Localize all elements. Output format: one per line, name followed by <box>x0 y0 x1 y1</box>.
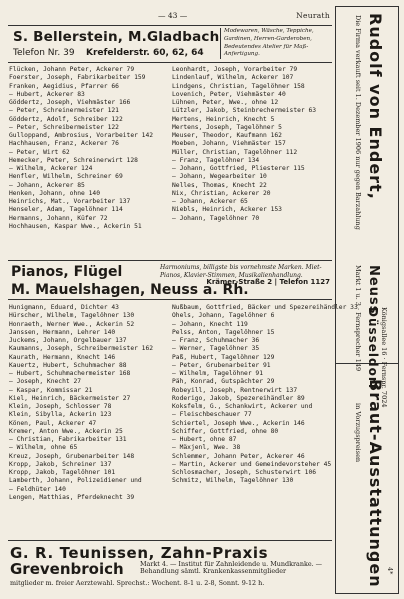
resident-entry: Klein, Sibylla, Ackerin 123 <box>9 411 112 419</box>
resident-entry: Roderigo, Jakob, Spezereihändler 89 <box>172 394 305 402</box>
resident-entry: — Wilhelm, ohne 65 <box>9 444 78 452</box>
resident-entry: Kaurath, Hermann, Knecht 146 <box>9 353 116 361</box>
ad-teunissen <box>8 540 332 590</box>
resident-entry: Kropp, Jakob, Schreiner 137 <box>9 460 112 468</box>
page-number: — 43 — <box>158 11 188 20</box>
resident-entry: — Johann, Wegearbeiter 10 <box>172 173 267 181</box>
ad-mauelshagen-company: M. Mauelshagen, Neuss a. Rh. <box>11 282 249 298</box>
resident-entry: Kaumanns, Joseph, Schreibermeister 162 <box>9 345 154 353</box>
resident-entry: Lützler, Jakob, Steinbrechermeister 63 <box>172 107 317 115</box>
sidebar-rudolf: Rudolf von Endert, <box>366 13 385 200</box>
resident-entry: — Franz, Tagelöhner 134 <box>172 156 260 164</box>
resident-entry: Schiffer, Gottfried, ohne 80 <box>172 427 279 435</box>
ad-mauelshagen-title: Pianos, Flügel <box>11 264 123 280</box>
resident-entry: Hochhausen, Kaspar Wwe., Ackerin 51 <box>9 222 142 230</box>
resident-entry: — Franz, Schuhmacher 36 <box>172 337 260 344</box>
resident-entry: Lühnen, Peter, Wwe., ohne 12 <box>172 99 279 106</box>
resident-entry: Flücken, Johann Peter, Ackerer 79 <box>9 66 135 73</box>
resident-entry: Müller, Christian, Tagelöhner 112 <box>172 148 298 156</box>
residents-column-left-1 <box>9 66 153 231</box>
resident-entry: Schlemmer, Johann Peter, Ackerer 46 <box>172 452 305 460</box>
resident-entry: Meuser, Theodor, Kaufmann 162 <box>172 132 282 139</box>
resident-entry: — Christian, Fabrikarbeiter 131 <box>9 436 127 443</box>
resident-entry: Lovenich, Peter, Viehmäster 40 <box>172 90 286 98</box>
sidebar-neuss: Neuss <box>366 265 381 315</box>
resident-entry: Janssen, Hermann, Lehrer 140 <box>9 328 116 336</box>
resident-entry: Franken, Aegidius, Pfarrer 66 <box>9 82 119 90</box>
page-header <box>8 11 330 23</box>
resident-entry: Mertens, Joseph, Tagelöhner 5 <box>172 123 282 131</box>
resident-entry: — Fleischbeschauer 77 <box>172 411 252 419</box>
ad-teunissen-city: Grevenbroich <box>10 560 124 578</box>
ad-bellerstein-name: S. Bellerstein, M.Gladbach <box>13 29 220 45</box>
resident-entry: — Johann, Knecht 119 <box>172 320 248 328</box>
resident-entry: Niebls, Heinrich, Ackerer 153 <box>172 206 282 214</box>
resident-entry: Kiel, Heinrich, Bäckermeister 27 <box>9 394 131 402</box>
sidebar-rudolf-sub: Die Firma verkauft seit 1. Dezember 1906 nur gegen Barzahlung <box>354 15 362 230</box>
sidebar-duesseldorf-sub: Königsallee 16 · Fernspr. 7024 <box>380 307 388 408</box>
resident-entry: Kreuz, Joseph, Grubenarbeiter 148 <box>9 452 135 460</box>
resident-entry: Kropp, Jakob, Tagelöhner 101 <box>9 469 116 476</box>
sidebar-page-mark: 4* <box>386 567 394 575</box>
ad-bellerstein-description: Modewaren, Wäsche, Teppiche, Gardinen, Herren-Garderoben, Bedeutendes Atelier für Maß-Anfertigung. <box>220 28 332 59</box>
resident-entry: Mertens, Heinrich, Knecht 5 <box>172 115 275 123</box>
resident-entry: — Peter, Wirt 62 <box>9 148 70 156</box>
resident-entry: Paß, Hubert, Tagelöhner 129 <box>172 353 275 361</box>
ad-bellerstein-tel: Telefon Nr. 39 <box>13 48 75 58</box>
ad-mauelshagen <box>8 260 332 300</box>
resident-entry: — Peter, Grubenarbeiter 91 <box>172 361 271 369</box>
resident-entry: Hermanns, Johann, Küfer 72 <box>9 214 108 222</box>
ad-bellerstein-address: Krefelderstr. 60, 62, 64 <box>86 48 204 58</box>
resident-entry: Nußbaum, Gottfried, Bäcker und Spezereihändler 33 <box>172 304 358 311</box>
sidebar-duesseldorf: Düsseldorf <box>366 307 380 391</box>
residents-column-right-1 <box>172 66 316 223</box>
resident-entry: Schiertel, Joseph Wwe., Ackerin 146 <box>172 419 305 427</box>
resident-entry: — Johann, Tagelöhner 70 <box>172 214 260 222</box>
resident-entry: Hunigmann, Eduard, Dichter 43 <box>9 304 119 311</box>
resident-entry: Hachhausen, Franz, Ackerer 76 <box>9 140 119 148</box>
resident-entry: Gulloppand, Ambrosius, Vorarbeiter 142 <box>9 132 154 139</box>
ad-bellerstein <box>8 25 332 63</box>
resident-entry: Lengen, Matthias, Pferdeknecht 39 <box>9 493 135 501</box>
resident-entry: Koksfelm, G., Schankwirt, Ackerer und <box>172 403 313 410</box>
resident-entry: Moeben, Johann, Viehmäster 157 <box>172 140 286 148</box>
resident-entry: Ohels, Johann, Tagelöhner 6 <box>172 312 275 320</box>
residents-column-right-2 <box>172 304 358 486</box>
resident-entry: Kauertz, Hubert, Schuhmacher 88 <box>9 361 127 369</box>
resident-entry: Kremer, Anton Wwe., Ackerin 25 <box>9 427 123 435</box>
ad-mauelshagen-description: Harmoniums, billigste bis vornehmste Marken. Miet-Pianos, Klavier-Stimmen, Musikalienhandlung. <box>160 264 322 279</box>
resident-entry: — Peter, Schreinermeister 121 <box>9 107 119 115</box>
sidebar-neuss-sub: Markt 1 u. 3 · Fernsprecher 149 <box>354 265 362 372</box>
residents-column-left-2 <box>9 304 153 502</box>
resident-entry: — Wilhelm, Ackerer 124 <box>9 165 93 172</box>
resident-entry: Juckems, Johann, Orgelbauer 137 <box>9 337 127 344</box>
resident-entry: — Werner, Tagelöhner 35 <box>172 345 260 353</box>
resident-entry: Schlosmacher, Joseph, Schusterwirt 106 <box>172 469 317 476</box>
resident-entry: Henseler, Adam, Tagelöhner 114 <box>9 206 123 214</box>
resident-entry: Leonhardt, Joseph, Vorarbeiter 79 <box>172 66 298 73</box>
resident-entry: Göddertz, Joseph, Viehmäster 166 <box>9 99 131 106</box>
resident-entry: Henken, Johann, ohne 140 <box>9 189 100 197</box>
resident-entry: — Johann, Ackerer 65 <box>172 198 248 205</box>
resident-entry: — Johann, Ackerer 85 <box>9 181 85 189</box>
resident-entry: Klein, Joseph, Schlosser 78 <box>9 403 112 410</box>
resident-entry: — Peter, Schreibermeister 122 <box>9 123 119 131</box>
resident-entry: Göddertz, Adolf, Schreiber 122 <box>9 115 123 123</box>
resident-entry: Nelles, Thomas, Knecht 22 <box>172 181 267 189</box>
resident-entry: Lindenlauf, Wilhelm, Ackerer 107 <box>172 74 294 82</box>
resident-entry: Nix, Christian, Ackerer 20 <box>172 189 271 197</box>
resident-entry: Lindgens, Christian, Tagelöhner 158 <box>172 82 305 90</box>
resident-entry: Henfler, Wilhelm, Schreiner 69 <box>9 173 123 181</box>
resident-entry: — Hubert, Ackerer 83 <box>9 90 85 98</box>
sidebar-braut-sub: in Vorzugspreisen <box>354 403 362 463</box>
sidebar-advertisement <box>335 6 399 594</box>
resident-entry: — Feldhüter 140 <box>9 485 66 493</box>
resident-entry: Robeyill, Joseph, Rentnerwirt 137 <box>172 386 298 394</box>
ad-teunissen-description: Markt 4. — Institut für Zahnleidende u. Mundkranke. — Behandlung sämtl. Krankenkassenmitglieder <box>140 560 323 575</box>
resident-entry: Lamberth, Johann, Polizeidiener und <box>9 477 142 485</box>
ad-teunissen-title: G. R. Teunissen, Zahn-Praxis <box>10 544 269 562</box>
resident-entry: Hemecker, Peter, Schreinerwirt 128 <box>9 156 138 164</box>
sidebar-braut: Braut-Ausstattungen <box>366 379 385 588</box>
resident-entry: — Martin, Ackerer und Gemeindevorsteher 45 <box>172 460 332 468</box>
resident-entry: Honraeth, Werner Wwe., Ackerin 52 <box>9 320 135 328</box>
resident-entry: Päh, Konrad, Gutspächter 29 <box>172 378 275 386</box>
resident-entry: Pelss, Anton, Tagelöhner 15 <box>172 328 275 336</box>
resident-entry: Foerster, Joseph, Fabrikarbeiter 159 <box>9 74 146 82</box>
ad-teunissen-hours: mitglieder m. freier Aerztewahl. Sprechst.: Wochent. 8-1 u. 2-8, Sonnt. 9-12 h. <box>10 579 265 587</box>
resident-entry: — Kaspar, Kommissar 21 <box>9 386 93 394</box>
resident-entry: — Hubert, Schuhmachermeister 168 <box>9 370 131 377</box>
place-name: Neurath <box>296 11 330 20</box>
resident-entry: Schmitz, Wilhelm, Tagelöhner 130 <box>172 477 294 485</box>
resident-entry: — Mäxjenl, Wwe. 38 <box>172 444 241 452</box>
ad-mauelshagen-contact: Krämer-Straße 2 | Telefon 1127 <box>206 278 330 286</box>
resident-entry: Hürscher, Wilhelm, Tagelöhner 130 <box>9 312 135 320</box>
resident-entry: — Johann, Gottfried, Pliesterer 115 <box>172 165 305 172</box>
resident-entry: — Joseph, Knecht 27 <box>9 378 82 386</box>
resident-entry: Heinrichs, Mat., Vorarbeiter 137 <box>9 198 131 205</box>
resident-entry: — Wilhelm, Tagelöhner 91 <box>172 370 263 377</box>
resident-entry: Könen, Paul, Ackerer 47 <box>9 419 97 427</box>
resident-entry: — Hubert, ohne 87 <box>172 436 237 443</box>
